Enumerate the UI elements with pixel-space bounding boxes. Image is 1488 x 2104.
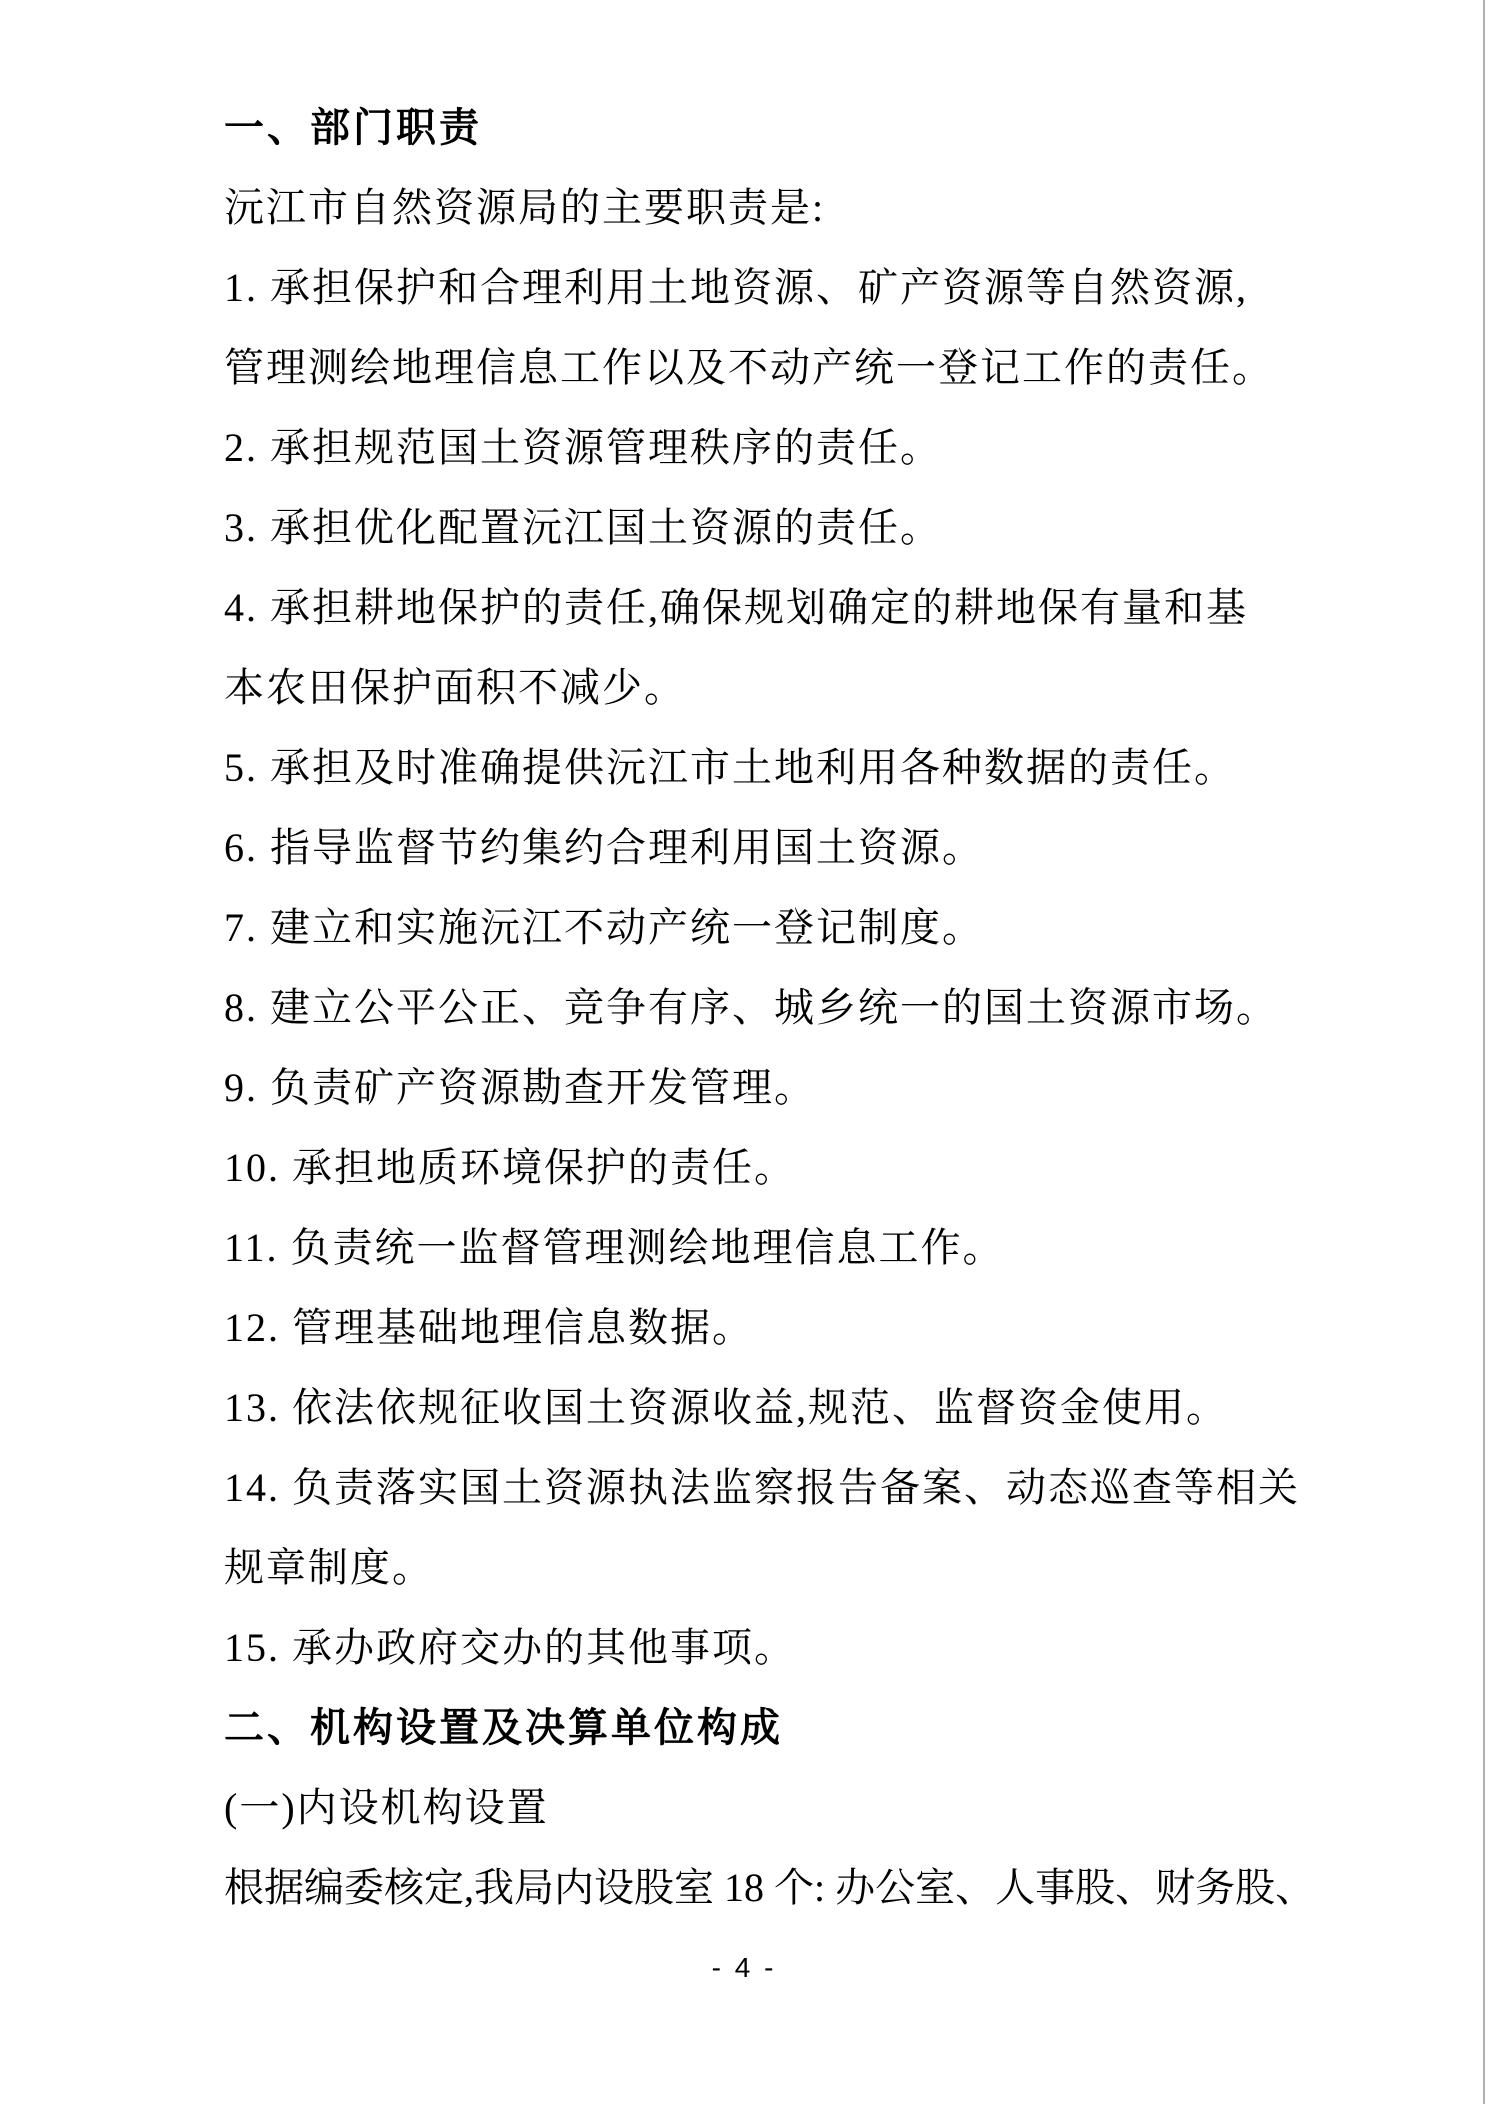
- text-line: 11. 负责统一监督管理测绘地理信息工作。: [224, 1225, 1005, 1270]
- text-line: 14. 负责落实国土资源执法监察报告备案、动态巡查等相关: [224, 1465, 1300, 1510]
- text-line: 管理测绘地理信息工作以及不动产统一登记工作的责任。: [224, 345, 1274, 390]
- text-line: 13. 依法依规征收国土资源收益,规范、监督资金使用。: [224, 1385, 1228, 1430]
- section-heading: 一、部门职责: [224, 106, 482, 150]
- text-line: 规章制度。: [224, 1545, 434, 1590]
- text-line: 4. 承担耕地保护的责任,确保规划确定的耕地保有量和基: [224, 585, 1248, 630]
- text-line: 7. 建立和实施沅江不动产统一登记制度。: [224, 905, 984, 950]
- text-line: 3. 承担优化配置沅江国土资源的责任。: [224, 505, 942, 550]
- text-line: 10. 承担地质环境保护的责任。: [224, 1145, 796, 1190]
- text-line: (一)内设机构设置: [224, 1785, 549, 1830]
- text-lines-container: [0, 88, 1488, 1928]
- text-line: 6. 指导监督节约集约合理利用国土资源。: [224, 825, 984, 870]
- text-line: 9. 负责矿产资源勘查开发管理。: [224, 1065, 816, 1110]
- text-line: 2. 承担规范国土资源管理秩序的责任。: [224, 425, 942, 470]
- text-line: 15. 承办政府交办的其他事项。: [224, 1625, 796, 1670]
- text-line: 5. 承担及时准确提供沅江市土地利用各种数据的责任。: [224, 745, 1236, 790]
- text-line: 8. 建立公平公正、竞争有序、城乡统一的国土资源市场。: [224, 985, 1278, 1030]
- page-number: - 4 -: [711, 1952, 777, 1983]
- section-heading: 二、机构设置及决算单位构成: [224, 1706, 783, 1750]
- text-line: 沅江市自然资源局的主要职责是:: [224, 185, 826, 230]
- page-right-edge-line: [1483, 0, 1485, 2104]
- text-line: 本农田保护面积不减少。: [224, 665, 686, 710]
- text-line: 根据编委核定,我局内设股室 18 个: 办公室、人事股、财务股、: [224, 1865, 1316, 1910]
- text-line: 1. 承担保护和合理利用土地资源、矿产资源等自然资源,: [224, 265, 1248, 310]
- text-line: 12. 管理基础地理信息数据。: [224, 1305, 754, 1350]
